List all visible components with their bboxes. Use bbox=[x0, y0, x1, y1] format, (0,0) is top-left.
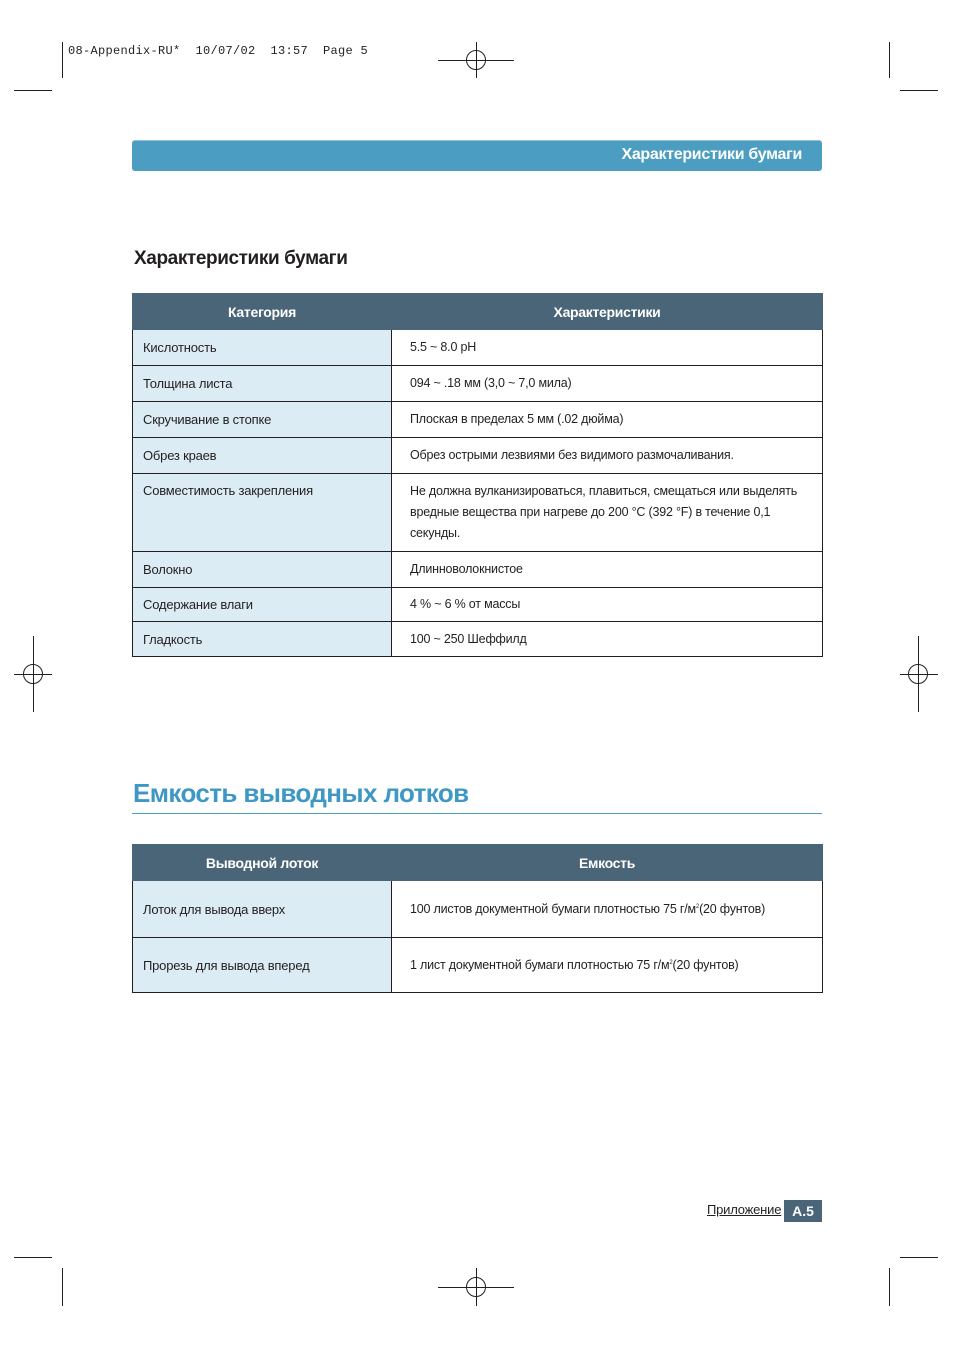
capacity-text: 100 листов документной бумаги плотностью 75 г/м bbox=[410, 902, 696, 917]
capacity-cell bbox=[392, 881, 823, 938]
table-row bbox=[133, 330, 823, 366]
unit-superscript: 2 bbox=[695, 904, 700, 911]
table-row bbox=[133, 881, 823, 938]
column-header-specs: Характеристики bbox=[392, 294, 823, 330]
section-banner bbox=[132, 140, 822, 171]
table-header-row bbox=[133, 294, 823, 330]
category-cell: Совместимость закрепления bbox=[133, 474, 392, 552]
heading-rule bbox=[132, 813, 822, 814]
footer-section-link: Приложение bbox=[707, 1202, 782, 1217]
paper-specs-heading: Характеристики бумаги bbox=[134, 248, 348, 269]
capacity-text: (20 фунтов) bbox=[699, 902, 766, 917]
value-cell: 100 ~ 250 Шеффилд bbox=[392, 622, 823, 657]
column-header-capacity: Емкость bbox=[392, 845, 823, 881]
tray-cell: Прорезь для вывода вперед bbox=[133, 938, 392, 993]
value-cell: 5.5 ~ 8.0 pH bbox=[392, 330, 823, 366]
category-cell: Содержание влаги bbox=[133, 588, 392, 622]
capacity-cell bbox=[392, 938, 823, 993]
value-cell bbox=[392, 474, 823, 552]
value-cell: 094 ~ .18 мм (3,0 ~ 7,0 мила) bbox=[392, 366, 823, 402]
crop-mark bbox=[900, 1257, 938, 1258]
table-row bbox=[133, 474, 823, 552]
capacity-text: (20 фунтов) bbox=[672, 958, 739, 973]
table-row bbox=[133, 622, 823, 657]
paper-specs-table bbox=[132, 293, 823, 657]
table-header-row bbox=[133, 845, 823, 881]
table-row bbox=[133, 366, 823, 402]
tray-cell: Лоток для вывода вверх bbox=[133, 881, 392, 938]
value-cell: Длинноволокнистое bbox=[392, 552, 823, 588]
crop-mark bbox=[62, 1268, 63, 1306]
print-slug: 08-Appendix-RU* 10/07/02 13:57 Page 5 bbox=[68, 44, 369, 58]
category-cell: Обрез краев bbox=[133, 438, 392, 474]
tray-capacity-table bbox=[132, 844, 823, 993]
value-cell: 4 % ~ 6 % от массы bbox=[392, 588, 823, 622]
unit-superscript: 2 bbox=[669, 960, 673, 967]
crop-mark bbox=[62, 42, 63, 78]
column-header-tray: Выводной лоток bbox=[133, 845, 392, 881]
value-line: вредные вещества при нагреве до 200 °C (392 °F) в течение 0,1 секунды. bbox=[410, 505, 771, 540]
table-row bbox=[133, 938, 823, 993]
category-cell: Гладкость bbox=[133, 622, 392, 657]
crop-mark bbox=[889, 42, 890, 78]
capacity-text: 1 лист документной бумаги плотностью 75 г/м bbox=[410, 958, 670, 973]
banner-title: Характеристики бумаги bbox=[621, 146, 802, 163]
tray-capacity-heading: Емкость выводных лотков bbox=[133, 778, 469, 808]
crop-mark bbox=[14, 90, 52, 91]
category-cell: Скручивание в стопке bbox=[133, 402, 392, 438]
value-line: Не должна вулканизироваться, плавиться, смещаться или выделять bbox=[410, 484, 798, 498]
category-cell: Волокно bbox=[133, 552, 392, 588]
category-cell: Толщина листа bbox=[133, 366, 392, 402]
category-cell: Кислотность bbox=[133, 330, 392, 366]
table-row bbox=[133, 402, 823, 438]
table-row bbox=[133, 438, 823, 474]
table-row bbox=[133, 552, 823, 588]
value-cell: Обрез острыми лезвиями без видимого размочаливания. bbox=[392, 438, 823, 474]
value-cell: Плоская в пределах 5 мм (.02 дюйма) bbox=[392, 402, 823, 438]
table-row bbox=[133, 588, 823, 622]
crop-mark bbox=[889, 1268, 890, 1306]
column-header-category: Категория bbox=[133, 294, 392, 330]
page-number-badge: A.5 bbox=[784, 1200, 822, 1222]
crop-mark bbox=[900, 90, 938, 91]
crop-mark bbox=[14, 1257, 52, 1258]
